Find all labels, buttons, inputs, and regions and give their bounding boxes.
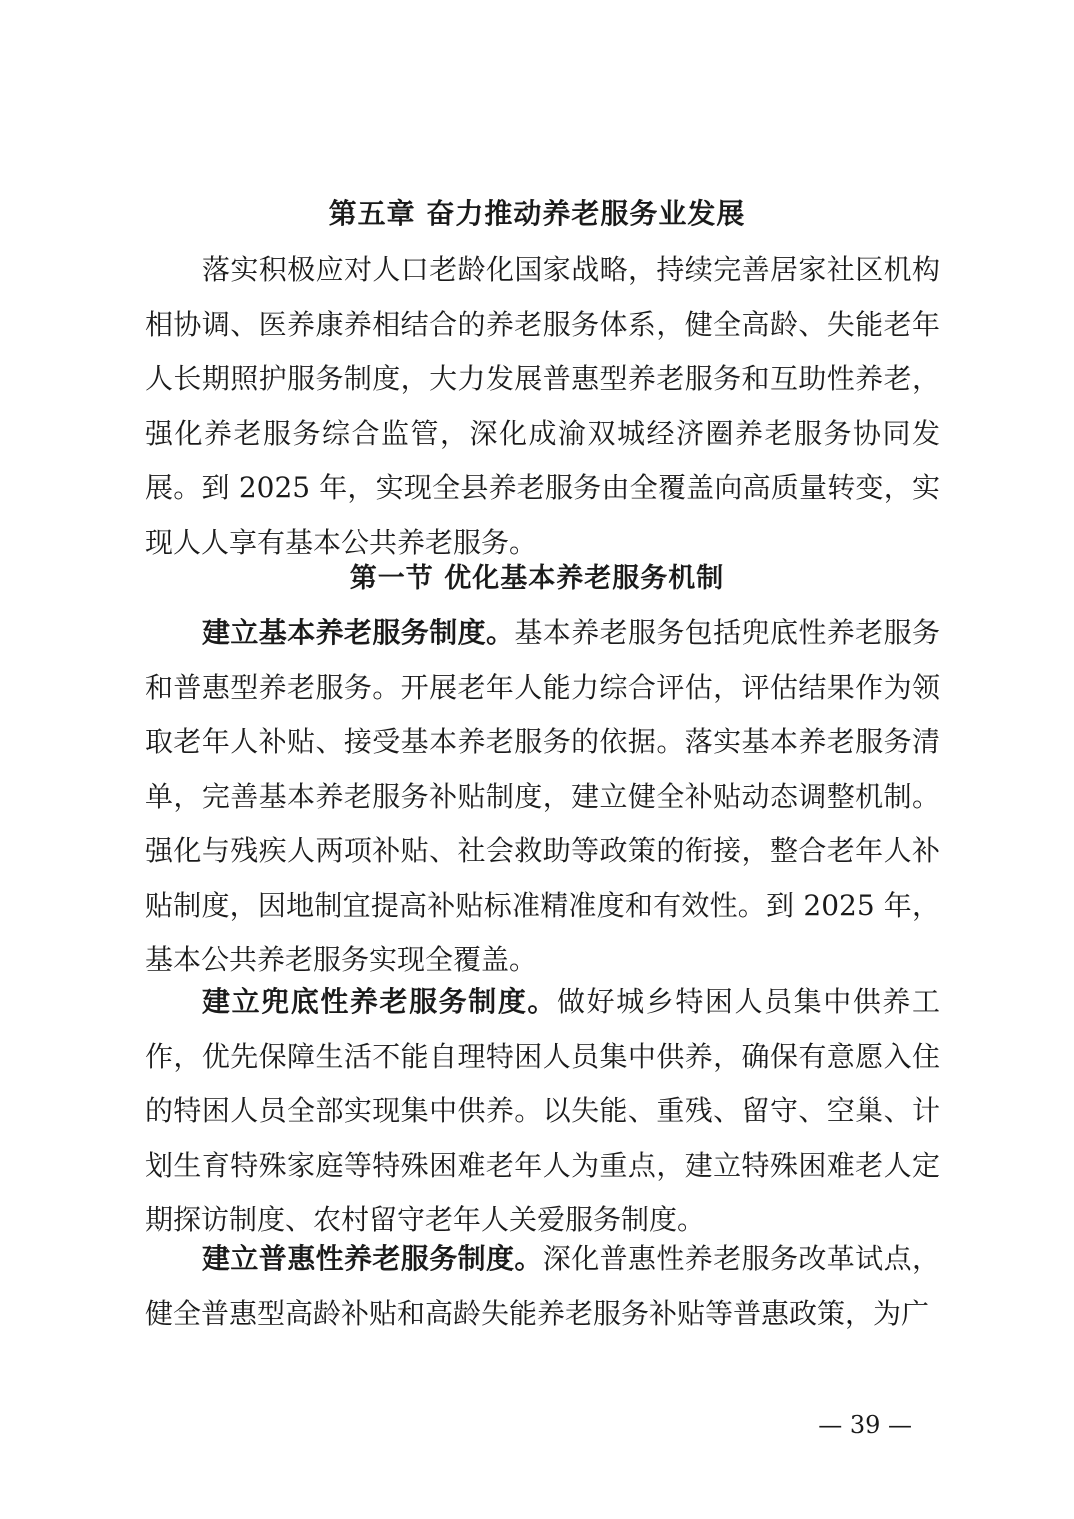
paragraph-safety-net-service	[145, 975, 940, 1248]
section-title: 第一节 优化基本养老服务机制	[349, 563, 725, 594]
page-number: — 39 —	[818, 1411, 912, 1439]
paragraph-inclusive-service	[145, 1232, 940, 1341]
paragraph-basic-service	[145, 606, 940, 988]
chapter-title: 第五章 奋力推动养老服务业发展	[328, 197, 746, 230]
paragraph-text: 深化普惠性养老服务改革试点，健全普惠型高龄补贴和高龄失能养老服务补贴等普惠政策，为广	[145, 1242, 940, 1330]
paragraph-text: 做好城乡特困人员集中供养工作，优先保障生活不能自理特困人员集中供养，确保有意愿入住的特困人员全部实现集中供养。以失能、重残、留守、空巢、计划生育特殊家庭等特殊困难老年人为重点，建立特殊困难老人定期探访制度、农村留守老年人关爱服务制度。	[145, 985, 940, 1236]
chapter-intro-paragraph: 落实积极应对人口老龄化国家战略，持续完善居家社区机构相协调、医养康养相结合的养老服务体系，健全高龄、失能老年人长期照护服务制度，大力发展普惠型养老服务和互助性养老，强化养老服务综合监管，深化成渝双城经济圈养老服务协同发展。到 2025 年，实现全县养老服务由全覆盖向高质量转变，实现人人享有基本公共养老服务。	[145, 253, 940, 559]
paragraph-lead: 建立兜底性养老服务制度。	[202, 985, 557, 1018]
paragraph-lead: 建立普惠性养老服务制度。	[202, 1242, 543, 1275]
paragraph-text: 基本养老服务包括兜底性养老服务和普惠型养老服务。开展老年人能力综合评估，评估结果作为领取老年人补贴、接受基本养老服务的依据。落实基本养老服务清单，完善基本养老服务补贴制度，建立健全补贴动态调整机制。强化与残疾人两项补贴、社会救助等政策的衔接，整合老年人补贴制度，因地制宜提高补贴标准精准度和有效性。到 2025 年，基本公共养老服务实现全覆盖。	[145, 616, 940, 976]
paragraph-lead: 建立基本养老服务制度。	[202, 616, 515, 649]
